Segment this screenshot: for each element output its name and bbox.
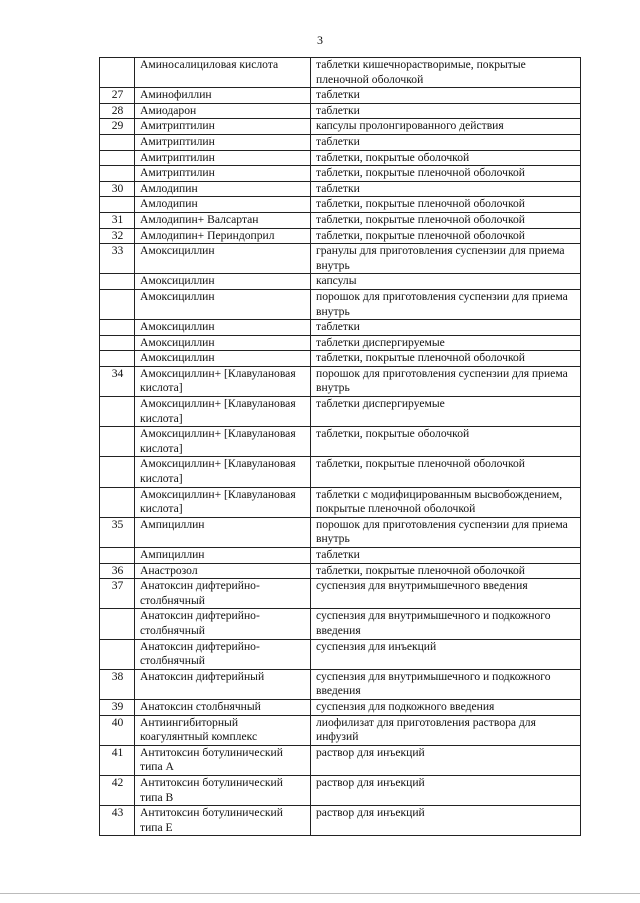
drug-name-cell: Амоксициллин+ [Клавулановая кислота] xyxy=(135,366,311,396)
dosage-form-cell: таблетки xyxy=(311,320,581,336)
drug-name-cell: Амлодипин+ Периндоприл xyxy=(135,228,311,244)
dosage-form-cell: суспензия для внутримышечного и подкожного введения xyxy=(311,669,581,699)
table-row xyxy=(100,579,581,609)
dosage-form-cell: капсулы xyxy=(311,274,581,290)
table-row xyxy=(100,320,581,336)
row-number-cell xyxy=(100,351,135,367)
table-row xyxy=(100,775,581,805)
row-number-cell xyxy=(100,150,135,166)
row-number-cell xyxy=(100,289,135,319)
table-row xyxy=(100,335,581,351)
row-number-cell: 33 xyxy=(100,244,135,274)
table-row xyxy=(100,119,581,135)
dosage-form-cell: таблетки, покрытые оболочкой xyxy=(311,427,581,457)
row-number-cell xyxy=(100,427,135,457)
dosage-form-cell: таблетки диспергируемые xyxy=(311,335,581,351)
drug-name-cell: Амоксициллин+ [Клавулановая кислота] xyxy=(135,397,311,427)
drug-name-cell: Амоксициллин xyxy=(135,274,311,290)
dosage-form-cell: лиофилизат для приготовления раствора для инфузий xyxy=(311,715,581,745)
row-number-cell xyxy=(100,197,135,213)
table-row xyxy=(100,228,581,244)
table-row xyxy=(100,351,581,367)
drug-name-cell: Ампициллин xyxy=(135,517,311,547)
drug-name-cell: Амоксициллин+ [Клавулановая кислота] xyxy=(135,427,311,457)
dosage-form-cell: таблетки, покрытые пленочной оболочкой xyxy=(311,351,581,367)
drug-name-cell: Анатоксин дифтерийно-столбнячный xyxy=(135,609,311,639)
drug-name-cell: Анатоксин дифтерийный xyxy=(135,669,311,699)
dosage-form-cell: таблетки xyxy=(311,134,581,150)
dosage-form-cell: таблетки xyxy=(311,88,581,104)
row-number-cell: 41 xyxy=(100,745,135,775)
table-row xyxy=(100,134,581,150)
row-number-cell: 29 xyxy=(100,119,135,135)
table-row xyxy=(100,487,581,517)
table-row xyxy=(100,699,581,715)
row-number-cell: 28 xyxy=(100,103,135,119)
table-row xyxy=(100,639,581,669)
drug-name-cell: Амлодипин+ Валсартан xyxy=(135,212,311,228)
drug-name-cell: Амоксициллин+ [Клавулановая кислота] xyxy=(135,457,311,487)
row-number-cell xyxy=(100,397,135,427)
drug-name-cell: Амиодарон xyxy=(135,103,311,119)
table-row xyxy=(100,397,581,427)
drug-name-cell: Амоксициллин xyxy=(135,335,311,351)
drug-table xyxy=(99,57,581,836)
row-number-cell: 42 xyxy=(100,775,135,805)
dosage-form-cell: раствор для инъекций xyxy=(311,745,581,775)
table-row xyxy=(100,669,581,699)
dosage-form-cell: таблетки xyxy=(311,181,581,197)
row-number-cell xyxy=(100,134,135,150)
drug-name-cell: Антитоксин ботулинический типа А xyxy=(135,745,311,775)
dosage-form-cell: суспензия для внутримышечного введения xyxy=(311,579,581,609)
row-number-cell xyxy=(100,335,135,351)
row-number-cell xyxy=(100,639,135,669)
row-number-cell: 31 xyxy=(100,212,135,228)
table-row xyxy=(100,289,581,319)
table-row xyxy=(100,197,581,213)
dosage-form-cell: суспензия для подкожного введения xyxy=(311,699,581,715)
row-number-cell: 43 xyxy=(100,806,135,836)
dosage-form-cell: таблетки, покрытые пленочной оболочкой xyxy=(311,228,581,244)
table-row xyxy=(100,366,581,396)
drug-name-cell: Антитоксин ботулинический типа Е xyxy=(135,806,311,836)
row-number-cell: 32 xyxy=(100,228,135,244)
row-number-cell xyxy=(100,58,135,88)
drug-name-cell: Анатоксин дифтерийно-столбнячный xyxy=(135,579,311,609)
row-number-cell: 30 xyxy=(100,181,135,197)
drug-name-cell: Антиингибиторный коагулянтный комплекс xyxy=(135,715,311,745)
row-number-cell xyxy=(100,548,135,564)
dosage-form-cell: таблетки xyxy=(311,103,581,119)
table-row xyxy=(100,715,581,745)
row-number-cell: 35 xyxy=(100,517,135,547)
table-row xyxy=(100,150,581,166)
drug-name-cell: Амитриптилин xyxy=(135,119,311,135)
row-number-cell xyxy=(100,320,135,336)
drug-name-cell: Амоксициллин xyxy=(135,289,311,319)
table-row xyxy=(100,88,581,104)
table-row xyxy=(100,457,581,487)
drug-name-cell: Ампициллин xyxy=(135,548,311,564)
dosage-form-cell: таблетки, покрытые пленочной оболочкой xyxy=(311,197,581,213)
table-row xyxy=(100,427,581,457)
table-row xyxy=(100,181,581,197)
drug-name-cell: Амлодипин xyxy=(135,197,311,213)
drug-name-cell: Амитриптилин xyxy=(135,134,311,150)
row-number-cell: 38 xyxy=(100,669,135,699)
drug-name-cell: Амлодипин xyxy=(135,181,311,197)
table-row xyxy=(100,548,581,564)
row-number-cell: 34 xyxy=(100,366,135,396)
drug-table-body xyxy=(100,58,581,836)
dosage-form-cell: таблетки с модифицированным высвобождением, покрытые пленочной оболочкой xyxy=(311,487,581,517)
drug-name-cell: Аминофиллин xyxy=(135,88,311,104)
row-number-cell: 39 xyxy=(100,699,135,715)
drug-name-cell: Амоксициллин xyxy=(135,244,311,274)
drug-name-cell: Анатоксин столбнячный xyxy=(135,699,311,715)
table-row xyxy=(100,274,581,290)
page-number: 3 xyxy=(317,33,323,47)
dosage-form-cell: суспензия для внутримышечного и подкожного введения xyxy=(311,609,581,639)
dosage-form-cell: раствор для инъекций xyxy=(311,806,581,836)
dosage-form-cell: раствор для инъекций xyxy=(311,775,581,805)
dosage-form-cell: таблетки, покрытые пленочной оболочкой xyxy=(311,166,581,182)
row-number-cell: 27 xyxy=(100,88,135,104)
row-number-cell xyxy=(100,609,135,639)
dosage-form-cell: порошок для приготовления суспензии для приема внутрь xyxy=(311,366,581,396)
dosage-form-cell: порошок для приготовления суспензии для приема внутрь xyxy=(311,517,581,547)
drug-name-cell: Амитриптилин xyxy=(135,150,311,166)
drug-name-cell: Амоксициллин xyxy=(135,351,311,367)
drug-name-cell: Амитриптилин xyxy=(135,166,311,182)
table-row xyxy=(100,609,581,639)
dosage-form-cell: таблетки xyxy=(311,548,581,564)
table-row xyxy=(100,745,581,775)
dosage-form-cell: таблетки диспергируемые xyxy=(311,397,581,427)
table-row xyxy=(100,103,581,119)
table-row xyxy=(100,517,581,547)
dosage-form-cell: суспензия для инъекций xyxy=(311,639,581,669)
dosage-form-cell: таблетки, покрытые оболочкой xyxy=(311,150,581,166)
table-row xyxy=(100,58,581,88)
dosage-form-cell: гранулы для приготовления суспензии для приема внутрь xyxy=(311,244,581,274)
row-number-cell: 36 xyxy=(100,563,135,579)
table-row xyxy=(100,806,581,836)
dosage-form-cell: капсулы пролонгированного действия xyxy=(311,119,581,135)
drug-name-cell: Антитоксин ботулинический типа В xyxy=(135,775,311,805)
table-row xyxy=(100,563,581,579)
dosage-form-cell: таблетки, покрытые пленочной оболочкой xyxy=(311,457,581,487)
row-number-cell xyxy=(100,166,135,182)
dosage-form-cell: порошок для приготовления суспензии для приема внутрь xyxy=(311,289,581,319)
dosage-form-cell: таблетки, покрытые пленочной оболочкой xyxy=(311,212,581,228)
table-row xyxy=(100,212,581,228)
row-number-cell xyxy=(100,274,135,290)
drug-name-cell: Амоксициллин+ [Клавулановая кислота] xyxy=(135,487,311,517)
table-row xyxy=(100,244,581,274)
drug-name-cell: Анастрозол xyxy=(135,563,311,579)
dosage-form-cell: таблетки, покрытые пленочной оболочкой xyxy=(311,563,581,579)
row-number-cell: 37 xyxy=(100,579,135,609)
dosage-form-cell: таблетки кишечнорастворимые, покрытые пленочной оболочкой xyxy=(311,58,581,88)
drug-name-cell: Анатоксин дифтерийно-столбнячный xyxy=(135,639,311,669)
drug-name-cell: Амоксициллин xyxy=(135,320,311,336)
row-number-cell: 40 xyxy=(100,715,135,745)
drug-name-cell: Аминосалициловая кислота xyxy=(135,58,311,88)
table-row xyxy=(100,166,581,182)
row-number-cell xyxy=(100,487,135,517)
page-bottom-divider xyxy=(0,893,640,894)
row-number-cell xyxy=(100,457,135,487)
